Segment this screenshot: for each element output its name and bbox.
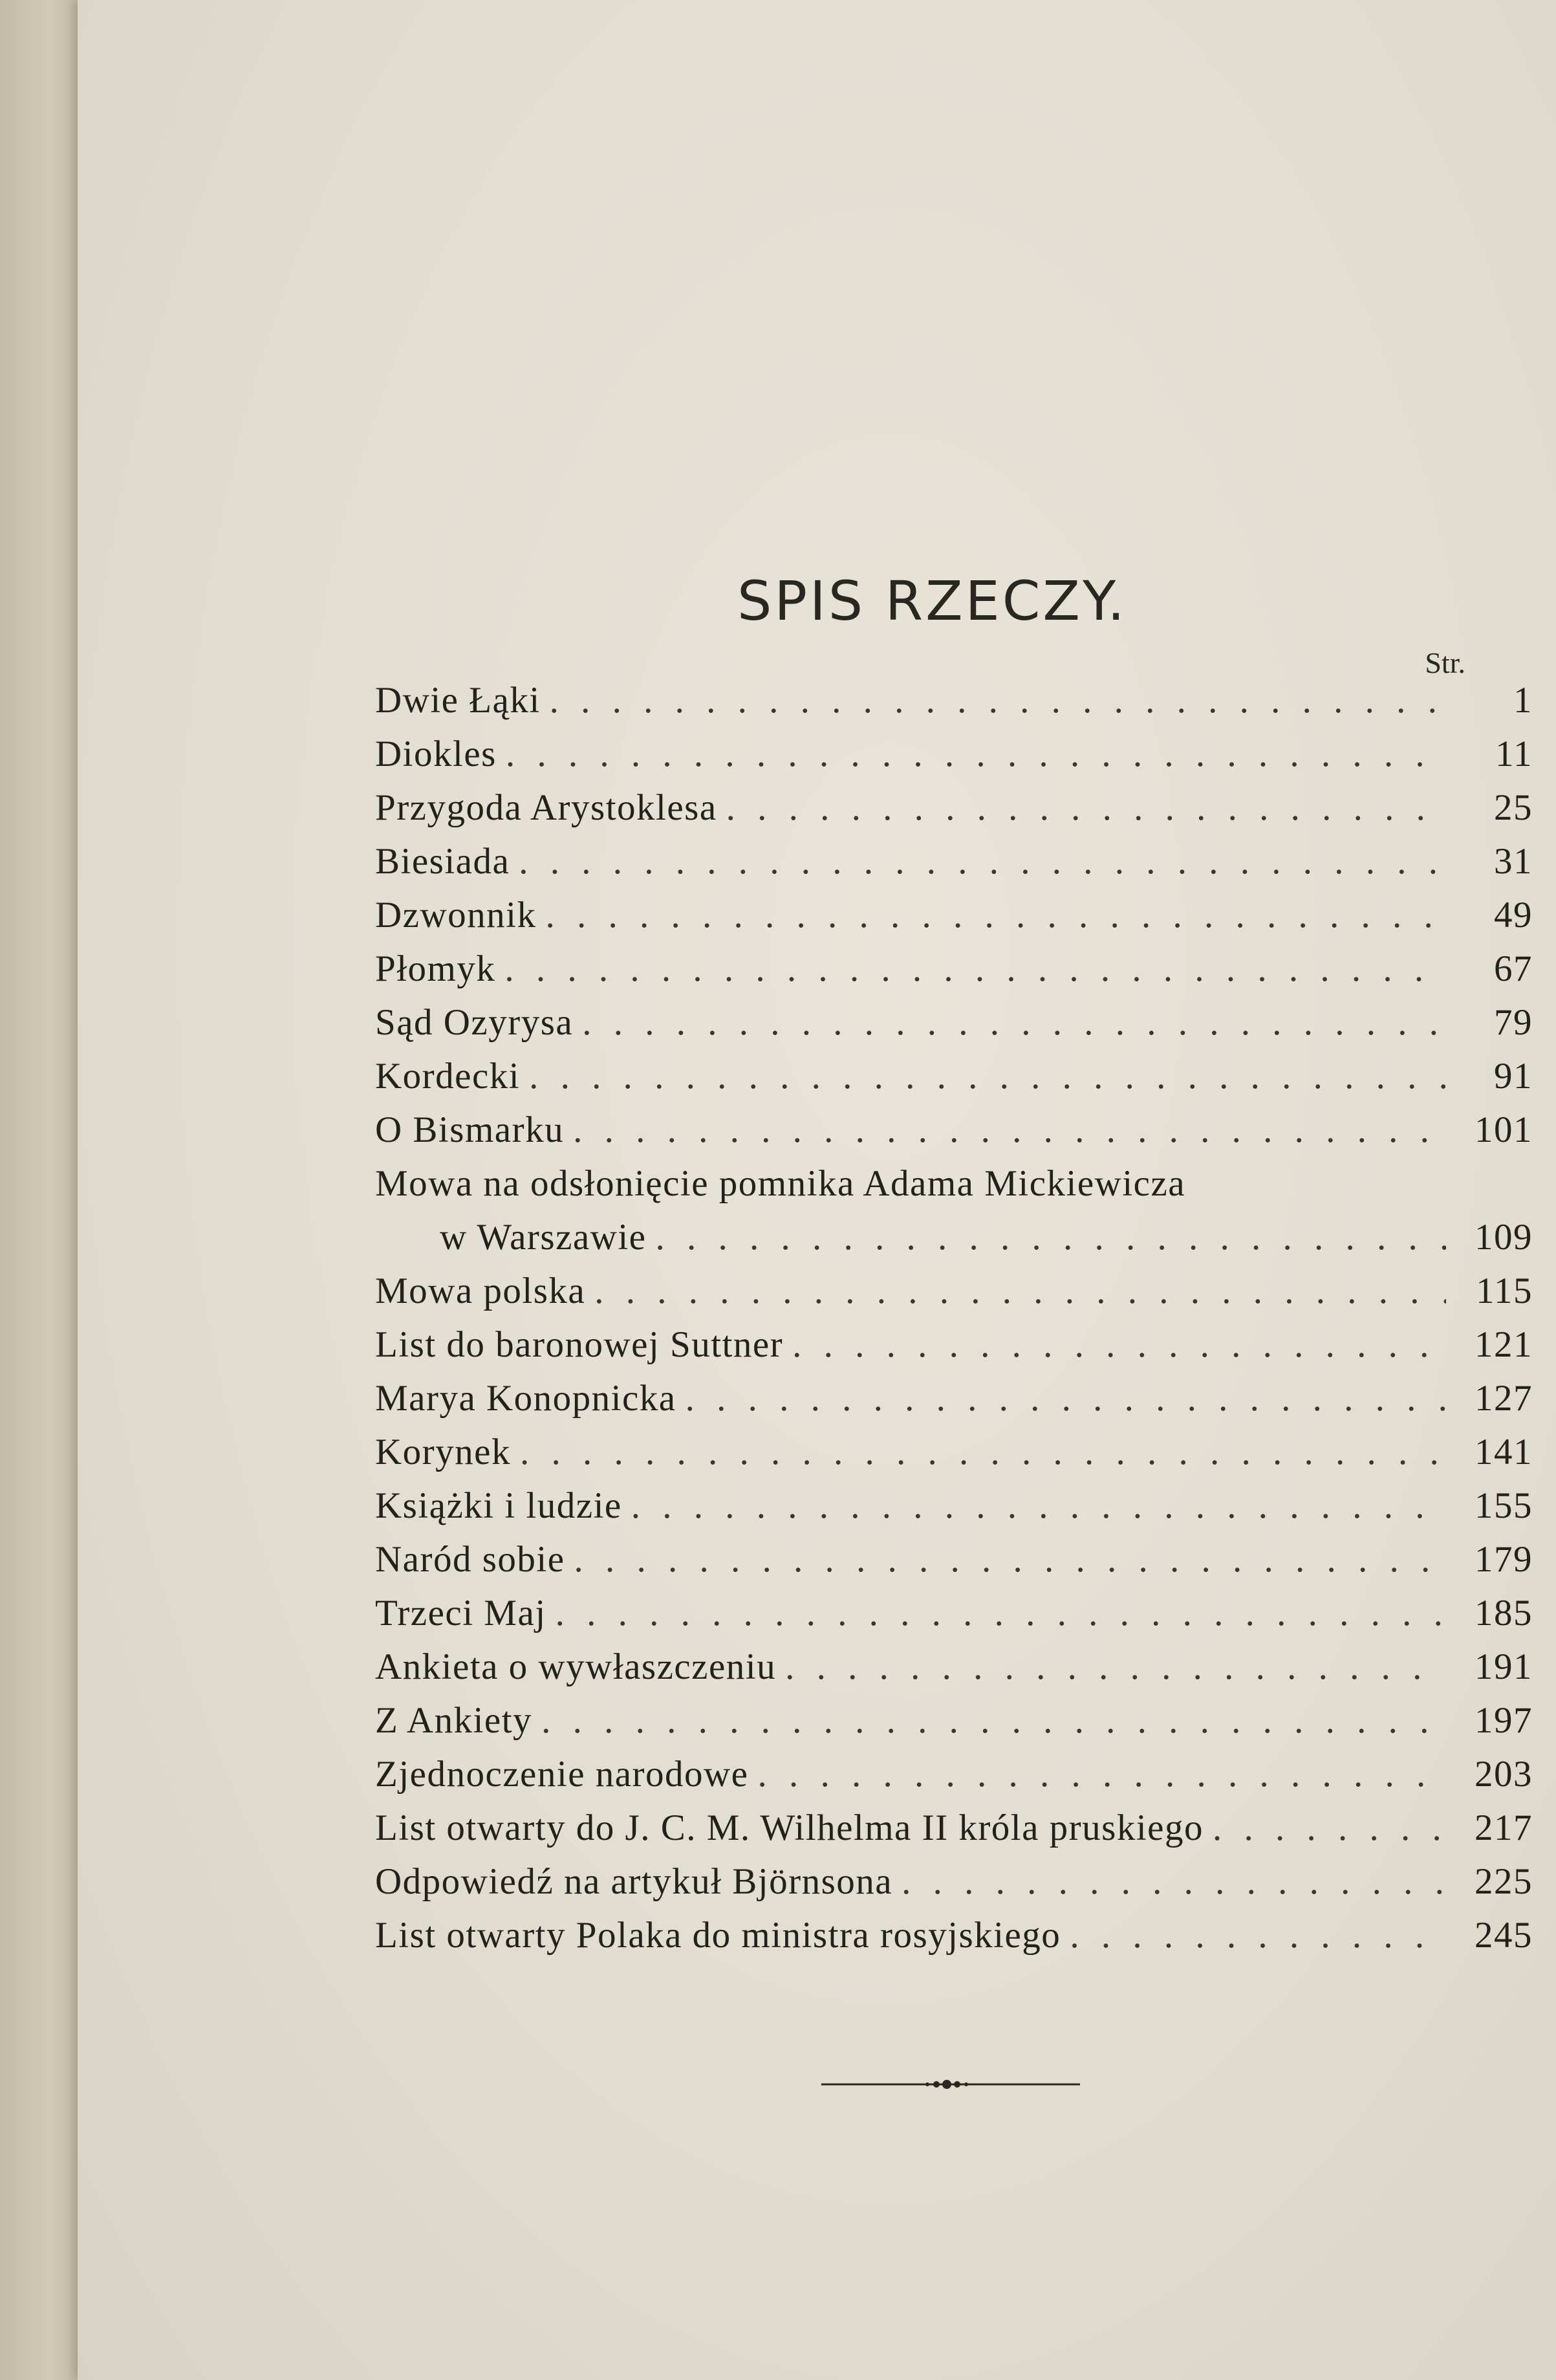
- toc-entry-title: Płomyk: [375, 948, 496, 989]
- toc-entry-title: List otwarty do J. C. M. Wilhelma II króla pruskiego: [375, 1807, 1204, 1848]
- toc-entry: [375, 1055, 1533, 1109]
- toc-entry: [375, 1216, 1533, 1270]
- toc-entry-title: List otwarty Polaka do ministra rosyjskiego: [375, 1915, 1061, 1956]
- dot-leader: [631, 1485, 1446, 1527]
- toc-entry-title: Dzwonnik: [375, 895, 537, 935]
- toc-entry-title: Diokles: [375, 734, 497, 774]
- page-title: SPIS RZECZY.: [737, 569, 1127, 633]
- toc-entry: [375, 1861, 1533, 1914]
- toc-entry-page: 217: [1475, 1807, 1533, 1848]
- toc-entry-title: Książki i ludzie: [375, 1485, 622, 1526]
- toc-entry-page: 109: [1475, 1217, 1533, 1258]
- dot-leader: [506, 733, 1446, 775]
- toc-entry: [375, 733, 1533, 787]
- toc-entry-page: 197: [1475, 1700, 1533, 1741]
- dot-leader: [541, 1699, 1446, 1741]
- dot-leader: [574, 1538, 1446, 1580]
- toc-entry-title: Odpowiedź na artykuł Björnsona: [375, 1861, 893, 1902]
- toc-entry: [375, 1163, 1533, 1216]
- dot-leader: [556, 1592, 1446, 1634]
- toc-entry-title: Mowa polska: [375, 1271, 586, 1311]
- toc-entry: [375, 1377, 1533, 1431]
- toc-entry: [375, 1485, 1533, 1538]
- toc-entry: [375, 840, 1533, 894]
- toc-entry-title: Biesiada: [375, 841, 510, 882]
- toc-entry: [375, 679, 1533, 733]
- dot-leader: [519, 840, 1446, 882]
- toc-entry-title: Korynek: [375, 1432, 511, 1472]
- toc-entry: [375, 1807, 1533, 1861]
- toc-entry-title: O Bismarku: [375, 1109, 565, 1150]
- page-column-label: Str.: [1425, 646, 1465, 679]
- dot-leader: [594, 1270, 1446, 1312]
- toc-entry-page: 1: [1513, 680, 1533, 721]
- toc-entry-title: Sąd Ozyrysa: [375, 1002, 574, 1043]
- toc-entry-title: Kordecki: [375, 1056, 521, 1097]
- toc-entry-page: 185: [1475, 1593, 1533, 1633]
- toc-entry-page: 245: [1475, 1915, 1533, 1956]
- toc-entry-page: 31: [1494, 841, 1533, 882]
- toc-entry-page: 115: [1476, 1271, 1533, 1311]
- toc-entry-title: Z Ankiety: [375, 1700, 533, 1741]
- toc-entry-page: 101: [1475, 1109, 1533, 1150]
- dot-leader: [785, 1646, 1446, 1688]
- dot-leader: [504, 948, 1446, 990]
- toc-entry-page: 49: [1494, 895, 1533, 935]
- toc-entry: [375, 894, 1533, 948]
- toc-entry-page: 67: [1494, 948, 1533, 989]
- toc-entry-page: 11: [1495, 734, 1533, 774]
- toc-entry-page: 179: [1475, 1539, 1533, 1580]
- toc-entry-title: Dwie Łąki: [375, 680, 541, 721]
- toc-entry: [375, 1592, 1533, 1646]
- dot-leader: [520, 1431, 1446, 1473]
- toc-entry: [375, 1699, 1533, 1753]
- toc-entry-page: 25: [1494, 787, 1533, 828]
- toc-entry-title: Naród sobie: [375, 1539, 565, 1580]
- toc-entry-title: Marya Konopnicka: [375, 1378, 676, 1419]
- toc-entry: [375, 1646, 1533, 1699]
- table-of-contents: [375, 679, 1533, 1968]
- book-page: [78, 0, 1556, 2380]
- toc-entry: [375, 1001, 1533, 1055]
- toc-entry: [375, 1431, 1533, 1485]
- toc-entry-title: Ankieta o wywłaszczeniu: [375, 1646, 777, 1687]
- toc-entry-title: Mowa na odsłonięcie pomnika Adama Mickiewicza: [375, 1163, 1186, 1204]
- decorative-rule-ornament: [821, 2077, 1080, 2092]
- dot-leader: [902, 1861, 1446, 1903]
- toc-entry-title: List do baronowej Suttner: [375, 1324, 784, 1365]
- dot-leader: [1213, 1807, 1446, 1849]
- toc-entry-page: 79: [1494, 1002, 1533, 1043]
- dot-leader: [582, 1001, 1446, 1043]
- dot-leader: [655, 1216, 1446, 1258]
- toc-entry-title: Przygoda Arystoklesa: [375, 787, 717, 828]
- dot-leader: [686, 1377, 1446, 1419]
- dot-leader: [529, 1055, 1446, 1097]
- toc-entry-page: 155: [1475, 1485, 1533, 1526]
- dot-leader: [1070, 1914, 1446, 1956]
- dot-leader: [550, 679, 1446, 721]
- book-spine-edge: [0, 0, 91, 2380]
- toc-entry-title: Zjednoczenie narodowe: [375, 1754, 749, 1795]
- toc-entry-page: 225: [1475, 1861, 1533, 1902]
- toc-entry-page: 121: [1475, 1324, 1533, 1365]
- toc-entry: [375, 1914, 1533, 1968]
- toc-entry: [375, 1538, 1533, 1592]
- toc-entry: [375, 948, 1533, 1001]
- toc-entry-title: w Warszawie: [440, 1217, 647, 1258]
- toc-entry: [375, 787, 1533, 840]
- toc-entry-title: Trzeci Maj: [375, 1593, 546, 1633]
- dot-leader: [726, 787, 1446, 829]
- dot-leader: [757, 1753, 1446, 1795]
- toc-entry: [375, 1270, 1533, 1324]
- dot-leader: [792, 1324, 1446, 1366]
- toc-entry: [375, 1324, 1533, 1377]
- toc-entry-page: 203: [1475, 1754, 1533, 1795]
- toc-entry-page: 141: [1475, 1432, 1533, 1472]
- toc-entry-page: 127: [1475, 1378, 1533, 1419]
- dot-leader: [545, 894, 1446, 936]
- dot-leader: [573, 1109, 1446, 1151]
- toc-entry-page: 91: [1494, 1056, 1533, 1097]
- toc-entry: [375, 1753, 1533, 1807]
- toc-entry: [375, 1109, 1533, 1163]
- toc-entry-page: 191: [1475, 1646, 1533, 1687]
